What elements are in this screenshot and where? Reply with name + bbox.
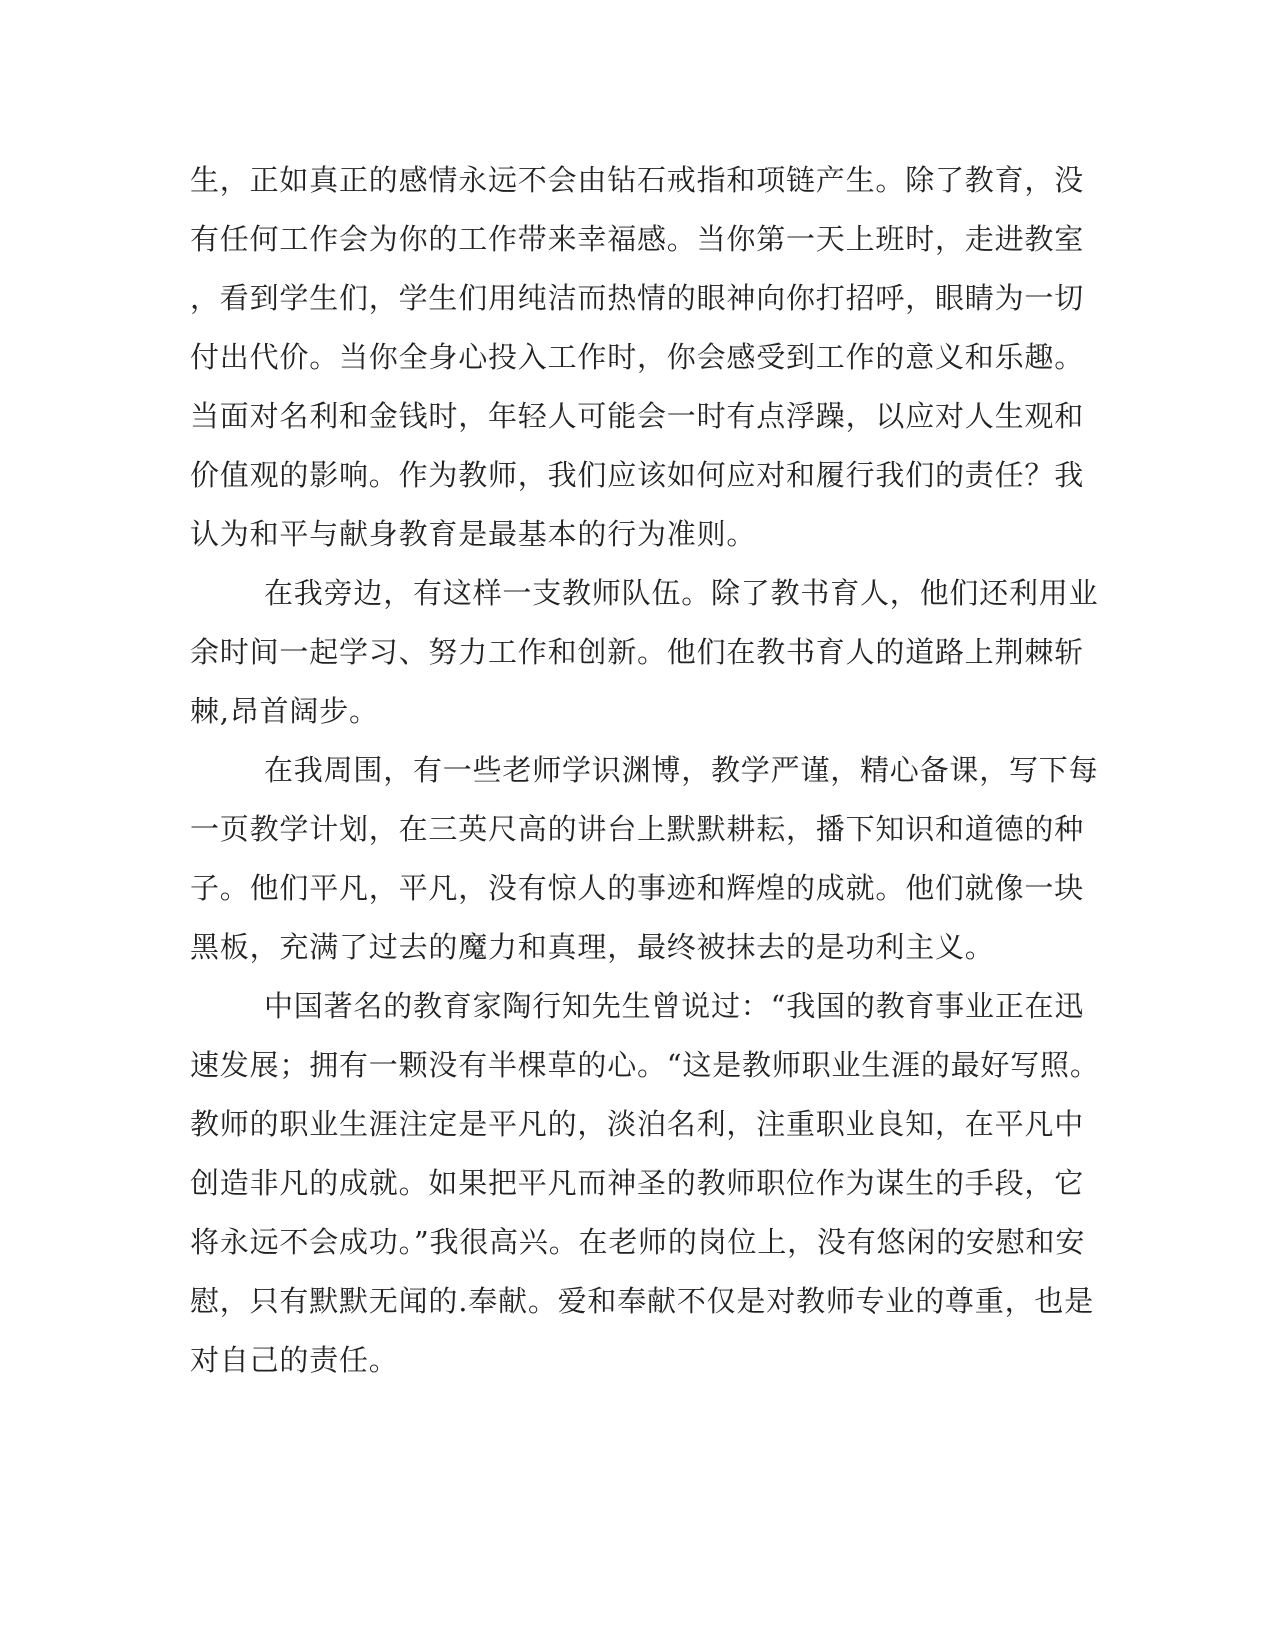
text-line: 有任何工作会为你的工作带来幸福感。当你第一天上班时，走进教室 [190, 222, 1085, 256]
text-line: 将永远不会成功。”我很高兴。在老师的岗位上，没有悠闲的安慰和安 [190, 1225, 1086, 1259]
text-line: 认为和平与献身教育是最基本的行为准则。 [190, 517, 757, 551]
text-line: 教师的职业生涯注定是平凡的，淡泊名利，注重职业良知，在平凡中 [190, 1107, 1085, 1141]
text-line: 速发展；拥有一颗没有半棵草的心。“这是教师职业生涯的最好写照。 [190, 1048, 1100, 1082]
text-line: 在我周围，有一些老师学识渊博，教学严谨，精心备课，写下每 [264, 753, 1099, 787]
text-line: 一页教学计划，在三英尺高的讲台上默默耕耘，播下知识和道德的种 [190, 812, 1085, 846]
text-line: 黑板，充满了过去的魔力和真理，最终被抹去的是功利主义。 [190, 930, 995, 964]
text-line: 在我旁边，有这样一支教师队伍。除了教书育人，他们还利用业 [264, 576, 1099, 610]
text-line: 创造非凡的成就。如果把平凡而神圣的教师职位作为谋生的手段，它 [190, 1166, 1085, 1200]
text-line: 价值观的影响。作为教师，我们应该如何应对和履行我们的责任？我 [190, 458, 1085, 492]
text-line: 对自己的责任。 [190, 1343, 399, 1377]
text-line: 生，正如真正的感情永远不会由钻石戒指和项链产生。除了教育，没 [190, 163, 1085, 197]
text-line: 慰，只有默默无闻的.奉献。爱和奉献不仅是对教师专业的尊重，也是 [190, 1284, 1095, 1318]
text-line: 付出代价。当你全身心投入工作时，你会感受到工作的意义和乐趣。 [190, 340, 1085, 374]
text-line: ，看到学生们，学生们用纯洁而热情的眼神向你打招呼，眼睛为一切 [190, 281, 1085, 315]
text-line: 棘,昂首阔步。 [190, 694, 379, 728]
text-line: 余时间一起学习、努力工作和创新。他们在教书育人的道路上荆棘斩 [190, 635, 1085, 669]
text-line: 中国著名的教育家陶行知先生曾说过：“我国的教育事业正在迅 [264, 989, 1085, 1023]
text-line: 子。他们平凡，平凡，没有惊人的事迹和辉煌的成就。他们就像一块 [190, 871, 1085, 905]
text-line: 当面对名利和金钱时，年轻人可能会一时有点浮躁，以应对人生观和 [190, 399, 1085, 433]
